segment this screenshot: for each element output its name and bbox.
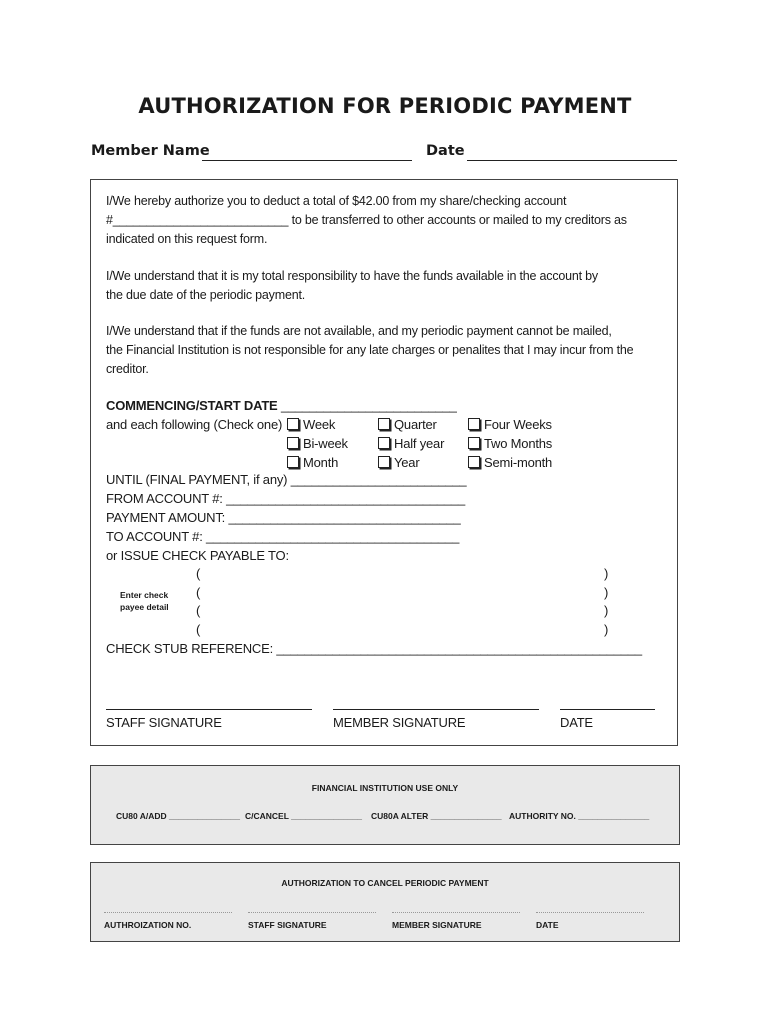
issue-check-label: or ISSUE CHECK PAYABLE TO: [106, 548, 289, 563]
text-line: the due date of the periodic payment. [106, 288, 305, 302]
cancel-auth-no-label: AUTHROIZATION NO. [104, 920, 192, 930]
start-date-label [106, 398, 457, 413]
payee-line-2-close: ) [604, 585, 609, 600]
option-label: Two Months [484, 436, 553, 451]
paragraph-authorize [106, 192, 666, 249]
payee-line-4-close: ) [604, 622, 609, 637]
member-signature-field[interactable] [333, 693, 539, 710]
staff-signature-label: STAFF SIGNATURE [106, 715, 222, 730]
text-line: I/We understand that if the funds are not available, and my periodic payment cannot be mailed, [106, 324, 612, 338]
member-name-label: Member Name [91, 143, 210, 159]
checkbox-icon [468, 456, 480, 468]
option-label: Year [394, 455, 420, 470]
cancel-member-signature-field[interactable] [392, 911, 520, 913]
checkbox-bi-week[interactable] [287, 436, 348, 451]
checkbox-semi-month[interactable] [468, 455, 552, 470]
option-label: Month [303, 455, 339, 470]
text-line: #__________________________ to be transferred to other accounts or mailed to my creditors as [106, 213, 627, 227]
paragraph-responsibility [106, 267, 666, 305]
cancel-authorization-box [90, 862, 680, 942]
text-line: I/We hereby authorize you to deduct a total of $42.00 from my share/checking account [106, 194, 567, 208]
payee-detail-area[interactable] [205, 566, 601, 640]
payee-note-line: payee detail [120, 602, 169, 612]
signature-date-label: DATE [560, 715, 593, 730]
checkbox-two-months[interactable] [468, 436, 552, 451]
payee-line-4-open: ( [196, 622, 201, 637]
option-label: Four Weeks [484, 417, 552, 432]
checkbox-icon [287, 418, 299, 430]
checkbox-icon [468, 418, 480, 430]
staff-signature-field[interactable] [106, 693, 312, 710]
from-account-field[interactable]: FROM ACCOUNT #: __________________________________ [106, 491, 466, 506]
date-label: Date [426, 143, 465, 159]
checkbox-half-year[interactable] [378, 436, 444, 451]
cancel-date-field[interactable] [536, 911, 644, 913]
cu80a-alter-field[interactable]: CU80A ALTER _______________ [371, 811, 502, 821]
checkbox-week[interactable] [287, 417, 335, 432]
checkbox-icon [287, 437, 299, 449]
cancel-auth-no-field[interactable] [104, 911, 232, 913]
cancel-staff-signature-field[interactable] [248, 911, 376, 913]
payee-note-line: Enter check [120, 590, 169, 600]
to-account-field[interactable]: TO ACCOUNT #: ____________________________________ [106, 529, 460, 544]
checkbox-quarter[interactable] [378, 417, 437, 432]
cancel-member-signature-label: MEMBER SIGNATURE [392, 920, 482, 930]
checkbox-icon [378, 418, 390, 430]
signature-date-field[interactable] [560, 693, 655, 710]
payee-line-1-close: ) [604, 566, 609, 581]
checkbox-four-weeks[interactable] [468, 417, 552, 432]
option-label: Week [303, 417, 336, 432]
payee-line-2-open: ( [196, 585, 201, 600]
text-line: I/We understand that it is my total responsibility to have the funds available in the account by [106, 269, 598, 283]
option-label: Semi-month [484, 455, 553, 470]
payee-note [120, 589, 169, 613]
cancel-staff-signature-label: STAFF SIGNATURE [248, 920, 327, 930]
check-stub-field[interactable]: CHECK STUB REFERENCE: ____________________________________________________ [106, 641, 642, 656]
paragraph-liability [106, 322, 666, 379]
checkbox-icon [468, 437, 480, 449]
cancel-authorization-title: AUTHORIZATION TO CANCEL PERIODIC PAYMENT [281, 878, 489, 888]
option-label: Half year [394, 436, 445, 451]
member-name-field[interactable] [202, 144, 412, 161]
checkbox-year[interactable] [378, 455, 419, 470]
authority-no-field[interactable]: AUTHORITY NO. _______________ [509, 811, 650, 821]
each-following-label: and each following (Check one) [106, 417, 283, 432]
checkbox-icon [378, 456, 390, 468]
start-date-text: COMMENCING/START DATE [106, 398, 278, 413]
payee-line-3-open: ( [196, 603, 201, 618]
payee-line-3-close: ) [604, 603, 609, 618]
page-title: AUTHORIZATION FOR PERIODIC PAYMENT [138, 94, 632, 118]
text-line: creditor. [106, 362, 149, 376]
until-field[interactable]: UNTIL (FINAL PAYMENT, if any) _________________________ [106, 472, 467, 487]
checkbox-icon [287, 456, 299, 468]
start-date-field[interactable]: _________________________ [280, 398, 457, 413]
cancel-date-label: DATE [536, 920, 559, 930]
cu80-add-field[interactable]: CU80 A/ADD _______________ [116, 811, 240, 821]
member-signature-label: MEMBER SIGNATURE [333, 715, 466, 730]
checkbox-month[interactable] [287, 455, 338, 470]
institution-use-box [90, 765, 680, 845]
c-cancel-field[interactable]: C/CANCEL _______________ [245, 811, 363, 821]
option-label: Bi-week [303, 436, 348, 451]
option-label: Quarter [394, 417, 437, 432]
institution-use-title: FINANCIAL INSTITUTION USE ONLY [311, 783, 459, 793]
text-line: the Financial Institution is not responsible for any late charges or penalites that I may incur from the [106, 343, 634, 357]
payee-line-1-open: ( [196, 566, 201, 581]
checkbox-icon [378, 437, 390, 449]
payment-amount-field[interactable]: PAYMENT AMOUNT: _________________________________ [106, 510, 461, 525]
date-field[interactable] [467, 144, 677, 161]
text-line: indicated on this request form. [106, 232, 268, 246]
